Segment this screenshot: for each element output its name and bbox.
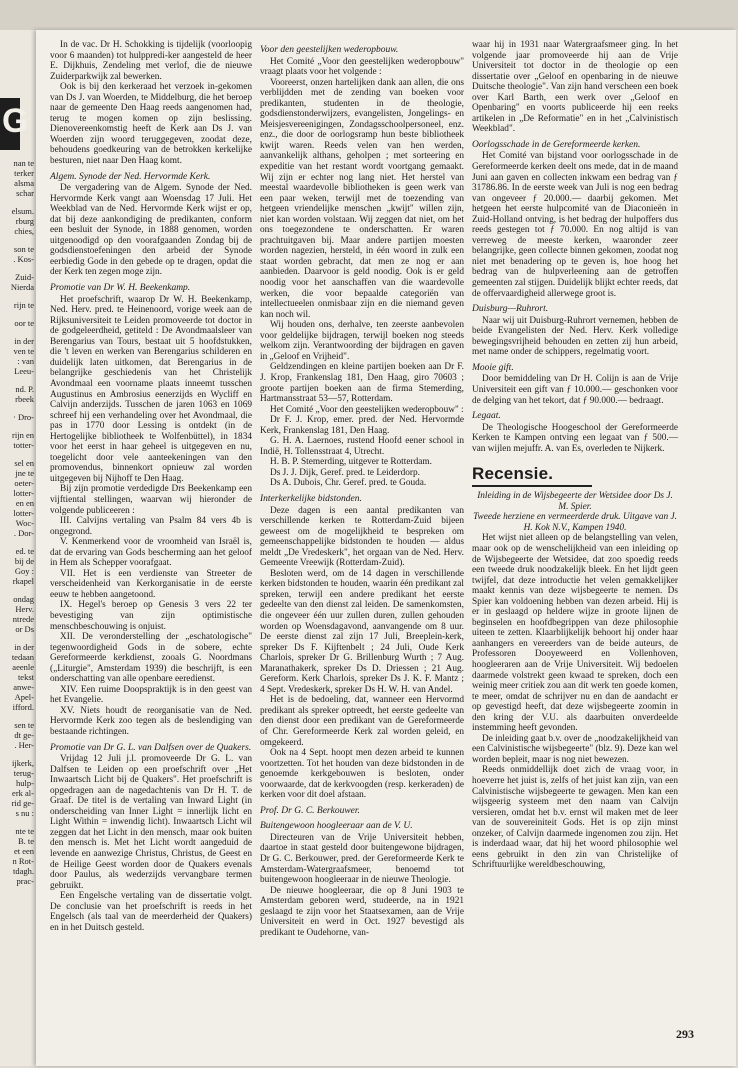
strip-fragment: prac- xyxy=(16,876,34,886)
strip-fragment: sel en xyxy=(14,458,34,468)
strip-fragment: terug- xyxy=(13,768,34,778)
strip-fragment: ifford. xyxy=(12,702,34,712)
paragraph: Vrijdag 12 Juli j.l. promoveerde Dr G. L. van Dalfsen te Leiden op een proefschrift over „Het Inwaartsch Licht bij de Quakers". Het proefschrift is opgedragen aan de nagedachtenis van Dr H. T. de Graaf. De titel is de vertaling van Inward Light (in onderscheiding van Inner Light = innerlijk licht en Light Within = inwendig licht). Inwaartsch Licht wil zeggen dat het Licht in den mensch, maar ook buiten den mensch is. Met het Licht wordt aangeduid de levende en aanwezige Christus, Christus, de Geest en de Heilige Geest worden door de Quakers evenals door Paulus, als wederzijds vervangbare termen gebruikt. xyxy=(50,754,252,891)
strip-fragment: nan te xyxy=(13,158,34,168)
strip-fragment: tekst xyxy=(17,672,34,682)
strip-fragment: . Her- xyxy=(14,740,34,750)
strip-fragment: oeter- xyxy=(14,478,34,488)
strip-fragment: et een xyxy=(13,846,34,856)
paragraph: Ook na 4 Sept. hoopt men dezen arbeid te kunnen voortzetten. Tot het houden van deze bidstonden in de genoemde kerkgebouwen is besloten, onder voorwaarde, dat de kerkvoogden (resp. kerkeraden) de kerken voor dit doel afstaan. xyxy=(260,748,464,801)
strip-fragment xyxy=(2,376,36,384)
newspaper-page xyxy=(36,30,736,1066)
column-3 xyxy=(472,40,678,871)
paragraph: Door bemiddeling van Dr H. Colijn is aan de Vrije Universiteit een gift van ƒ 10.000.— geschonken voor de delging van het tekort, dat ƒ 90.000.— bedraagt. xyxy=(472,374,678,406)
paragraph: III. Calvijns vertaling van Psalm 84 vers 4b is ongegrond. xyxy=(50,516,252,537)
previous-page-masthead: G xyxy=(0,98,20,150)
strip-fragment: Woc- xyxy=(15,518,34,528)
strip-fragment xyxy=(2,450,36,458)
strip-fragment xyxy=(2,310,36,318)
paragraph: Dr F. J. Krop, emer. pred. der Ned. Hervormde Kerk, Frankenslag 181, Den Haag. xyxy=(260,415,464,436)
paragraph: Bij zijn promotie verdedigde Drs Beekenkamp een vijftiental stellingen, waarvan wij hieronder de volgende publiceeren : xyxy=(50,484,252,516)
scan-top-edge xyxy=(0,0,738,30)
strip-fragment: hulp- xyxy=(16,778,34,788)
paragraph: VII. Het is een verdienste van Streeter de verscheidenheid van Kerkorganisatie in de eerste eeuw te hebben aangetoond. xyxy=(50,568,252,600)
paragraph: Het is de bedoeling, dat, wanneer een Hervormd predikant als spreker optreedt, het eerste gedeelte van den dienst door een predikant van de Gereformeerde of Chr. Gereformeerde Kerk zal worden geleid, en omgekeerd. xyxy=(260,695,464,748)
section-heading: Mooie gift. xyxy=(472,362,514,373)
strip-fragment: oor te xyxy=(14,318,34,328)
paragraph: Wij houden ons, derhalve, ten zeerste aanbevolen voor geldelijke bijdragen, terwijl boeken nog steeds welkom zijn. Verantwoording der bijdragen en gaven in „Geloof en Vrijheid". xyxy=(260,320,464,362)
strip-fragment: schar xyxy=(16,188,34,198)
strip-fragment: rbeek xyxy=(15,394,34,404)
paragraph: Een Engelsche vertaling van de dissertatie volgt. De conclusie van het proefschrift is reeds in het Engelsch (als taal van de meerderheid der Quakers) en in het Duitsch gesteld. xyxy=(50,891,252,933)
paragraph: V. Kenmerkend voor de vroomheid van Israël is, dat de ervaring van Gods bescherming aan het geloof in Hem als Schepper voorafgaat. xyxy=(50,537,252,569)
strip-fragment: lotter- xyxy=(13,488,34,498)
strip-fragment: lotter- xyxy=(13,508,34,518)
strip-fragment: s nu : xyxy=(15,808,34,818)
strip-fragment: Apel- xyxy=(14,692,34,702)
strip-fragment: Zuid- xyxy=(15,272,34,282)
strip-fragment xyxy=(2,328,36,336)
strip-fragment: rijn te xyxy=(13,300,34,310)
strip-fragment: totter- xyxy=(13,440,34,450)
strip-fragment: dt ge- xyxy=(14,730,34,740)
paragraph: In de vac. Dr H. Schokking is tijdelijk (voorloopig voor 6 maanden) tot hulppredi-ker aangesteld de heer E. Dijkhuis, Zendeling met verlof, die de nieuwe Zuiderparkwijk zal bewerken. xyxy=(50,40,252,82)
strip-fragment: Nierda xyxy=(10,282,34,292)
review-subtitle: Tweede herziene en vermeerderde druk. Uitgave van J. H. Kok N.V., Kampen 1940. xyxy=(473,512,677,533)
section-heading: Duisburg—Ruhrort. xyxy=(472,304,549,315)
strip-fragment: in der xyxy=(14,336,34,346)
strip-fragment xyxy=(2,236,36,244)
paragraph: Het Comité van bijstand voor oorlogsschade in de Gereformeerde kerken deelt ons mede, dat in de maand Juni aan gaven en collecten inkwam een bedrag van ƒ 31786.86. In de eerste week van Juli is nog een bedrag van ongeveer ƒ 20.000.— daarbij gekomen. Met hetgeen het eerste hulpcomité van de Diaconieën in Zuid-Holland ontving, is het bedrag der hulpoffers dus reeds gestegen tot ƒ 70.000. En nog altijd is van verreweg de meeste kerken, waaronder zeer belangrijke, geen collecte binnen gekomen, zoodat nog niet met benadering op te geven is, hoe hoog het bedrag van de hulpverleening aan de getroffen gemeenten zal stijgen. Duidelijk blijkt echter reeds, dat de offervaardigheid allerwege groot is. xyxy=(472,151,678,299)
strip-fragment: ntrede xyxy=(12,614,34,624)
column-2 xyxy=(260,40,464,938)
column-1 xyxy=(50,40,252,933)
strip-fragment: jne te xyxy=(15,468,34,478)
strip-fragment: rid ge- xyxy=(11,798,34,808)
previous-page-fragments xyxy=(2,158,36,886)
strip-fragment xyxy=(2,818,36,826)
section-heading: Voor den geestelijken wederopbouw. xyxy=(260,45,399,55)
strip-fragment: rburg xyxy=(15,216,34,226)
paragraph: Naar wij uit Duisburg-Ruhrort vernemen, hebben de beide Evangelisten der Ned. Herv. Kerk volledige bewegingsvrijheid behouden en zetten zij hun arbeid, met name onder de schippers, regelmatig voort. xyxy=(472,315,678,358)
strip-fragment: Leeu- xyxy=(14,366,34,376)
strip-fragment xyxy=(2,264,36,272)
paragraph: Geldzendingen en kleine partijen boeken aan Dr F. J. Krop, Frankenslag 181, Den Haag, giro 70603 ; groote partijen boeken aan de firma Stemerding, Hartmansstraat 53—57, Rotterdam. xyxy=(260,362,464,405)
strip-fragment: elsum. xyxy=(11,206,34,216)
strip-fragment: son te xyxy=(13,244,34,254)
strip-fragment: aeenle xyxy=(12,662,34,672)
strip-fragment: erk al- xyxy=(12,788,34,798)
strip-fragment: n Rot- xyxy=(12,856,34,866)
strip-fragment xyxy=(2,422,36,430)
paragraph: waar hij in 1931 naar Watergraafsmeer ging. In het volgende jaar promoveerde hij aan de Vrije Universiteit tot doctor in de theologie op een dissertatie over „Geloof en openbaring in de nieuwe Duitsche theologie". Van zijn hand verscheen een boek over Karl Barth, een werk over „Geloof en Openbaring" en voorts publiceerde hij een reeks artikelen in „De Reformatie" en in het „Calvinistisch Weekblad". xyxy=(472,40,678,135)
paragraph: Deze dagen is een aantal predikanten van verschillende kerken te Rotterdam-Zuid bijeen geweest om de mogelijkheid te bespreken om gemeenschappelijke bidstonden te houden — aldus meldt „De Vredeskerk", het orgaan van de Ned. Herv. Gemeente Vreewijk (Rotterdam-Zuid). xyxy=(260,505,464,569)
paragraph: XIV. Een ruime Doopspraktijk is in den geest van het Evangelie. xyxy=(50,684,252,706)
paragraph: XV. Niets houdt de reorganisatie van de Ned. Hervormde Kerk zoo tegen als de beslendiging van bestaande richtingen. xyxy=(50,705,252,737)
strip-fragment: nte te xyxy=(15,826,34,836)
strip-fragment xyxy=(2,538,36,546)
strip-fragment xyxy=(2,712,36,720)
strip-fragment xyxy=(2,750,36,758)
strip-fragment: ijkerk, xyxy=(12,758,34,768)
paragraph: Besloten werd, om de 14 dagen in verschillende kerken bidstonden te houden, waarin één predikant zal spreken, terwijl een andere predikant het eerste gedeelte van den dienst zal leiden. De samenkomsten, die ongeveer één uur zullen duren, zullen gehouden worden op Woensdagavond, aanvangende om 8 uur. De eerste dienst zal zijn 17 Juli, Breeplein-kerk, spreker Ds F. Kijftenbelt ; 24 Juli, Oude Kerk Charlois, spreker Dr G. Brillenburg Wurth ; 7 Aug. Maranathakerk, spreker Ds D. Driessen ; 21 Aug. Gereform. Kerk Charlois, spreker Ds J. K. F. Mantz ; 4 Sept. Vredeskerk, spreker Ds H. W. H. van Andel. xyxy=(260,568,464,695)
review-title-rule xyxy=(472,485,592,487)
section-heading: Promotie van Dr W. H. Beekenkamp. xyxy=(50,283,191,294)
strip-fragment: sen te xyxy=(14,720,34,730)
strip-fragment xyxy=(2,586,36,594)
section-heading: Interkerkelijke bidstonden. xyxy=(260,493,362,504)
strip-fragment: or Ds xyxy=(15,624,34,634)
strip-fragment: Herv. xyxy=(15,604,34,614)
paragraph: Directeuren van de Vrije Universiteit hebben, daartoe in staat gesteld door buitengewone bijdragen, Dr G. C. Berkouwer, pred. der Gereformeerde Kerk te Amsterdam-Watergraafsmeer, benoemd tot buitengewoon hoogleeraar in de nieuwe Theologie. xyxy=(260,832,464,886)
strip-fragment: nd. P. xyxy=(15,384,34,394)
strip-fragment xyxy=(2,292,36,300)
section-heading: Promotie van Dr G. L. van Dalfsen over de Quakers. xyxy=(50,742,252,753)
strip-fragment: . Kos- xyxy=(13,254,34,264)
page-number: 293 xyxy=(676,1027,694,1041)
paragraph: De nieuwe hoogleeraar, die op 8 Juni 1903 te Amsterdam geboren werd, studeerde, na in 1921 geslaagd te zijn voor het Staatsexamen, aan de Vrije Universiteit en werd in Oct. 1927 bevestigd als predikant te Oudehorne, van- xyxy=(260,885,464,938)
strip-fragment xyxy=(2,634,36,642)
paragraph: De inleiding gaat b.v. over de „noodzakelijkheid van een Calvinistische wijsbegeerte" (blz. 9). Deze kan wel worden bepleit, maar is nog niet bewezen. xyxy=(472,733,678,765)
strip-fragment: en en xyxy=(15,498,34,508)
paragraph: Ds A. Dubois, Chr. Geref. pred. te Gouda. xyxy=(270,478,427,489)
paragraph: Het proefschrift, waarop Dr W. H. Beekenkamp, Ned. Herv. pred. te Heinenoord, vorige week aan de Rijksuniversiteit te Leiden promoveerde tot doctor in de godgeleerdheid, getiteld : De Avondmaalsleer van Berengarius van Tours, bestaat uit 5 hoofdstukken, die 't leven en werken van Berengarius schilderen en duidelijk laten uitkomen, dat Berengarius in de belangrijke geschiedenis van het Christelijk Avondmaal een voorname plaats inneemt tusschen Augustinus en Ambrosius eenerzijds en Wycliff en Calvijn anderzijds. Tusschen de jaren 1063 en 1069 schreef hij een verhandeling over het Avondmaal, die pas in 1770 door Lessing is ontdekt (in de Hertogelijke bibliotheek te Wolfenbüttel), in 1834 voor het eerst in haar geheel is uitgegeven en nu, toegelicht door vele aanteekeningen van den promovendus, binnenkort opnieuw zal worden uitgegeven bij Nijhoff te Den Haag. xyxy=(50,294,252,484)
paragraph: Ook is bij den kerkeraad het verzoek in-gekomen van Ds J. van Woerden, te Middelburg, die het beroep naar de gemeente Den Haag reeds aangenomen had, terug te mogen komen op zijn beslissing. Dienovereenkomstig heeft de Kerk aan Ds J. van Woerden zijn woord teruggegeven, zoodat deze, behoudens goedkeuring van de betrokken kerkelijke besturen, niet naar Den Haag komt. xyxy=(50,82,252,167)
strip-fragment: in der xyxy=(14,642,34,652)
strip-fragment: ven te xyxy=(13,346,34,356)
section-heading: Legaat. xyxy=(472,411,501,422)
strip-fragment: : van xyxy=(17,356,34,366)
strip-fragment: ondag xyxy=(13,594,34,604)
strip-fragment: tdagh. xyxy=(12,866,34,876)
paragraph: G. H. A. Laernoes, rustend Hoofd eener school in Indië, H. Tollensstraat 4, Utrecht. xyxy=(260,436,464,457)
review-subtitle: Inleiding in de Wijsbegeerte der Wetsidee door Ds J. M. Spier. xyxy=(477,491,673,512)
strip-fragment: · Dro- xyxy=(12,412,34,422)
strip-fragment xyxy=(2,198,36,206)
paragraph: De Theologische Hoogeschool der Gereformeerde Kerken te Kampen ontving een legaat van ƒ 500.— van wijlen mejuffr. A. van Es, overleden te Nijkerk. xyxy=(472,422,678,454)
strip-fragment: anwe- xyxy=(13,682,34,692)
section-heading: Prof. Dr G. C. Berkouwer. xyxy=(260,805,360,816)
strip-fragment: B. te xyxy=(17,836,34,846)
strip-fragment: Goy : xyxy=(14,566,34,576)
strip-fragment xyxy=(2,404,36,412)
section-heading: Oorlogsschade in de Gereformeerde kerken. xyxy=(472,139,641,150)
review-title: Recensie. xyxy=(472,464,554,484)
strip-fragment: . Dor- xyxy=(13,528,34,538)
strip-fragment: rkapel xyxy=(12,576,34,586)
strip-fragment: ed. te xyxy=(15,546,34,556)
paragraph: Vooreerst, onzen hartelijken dank aan allen, die ons verblijdden met de zending van boeken voor predikanten, studenten in de theologie, godsdienstonderwijzers, evangelisten, Jongelings- en Meisjesvereenigingen, Zondagsschoolpersoneel, enz. enz., die door de oorlogsramp hun beste bibliotheek kwijt waren. Reeds velen van hen werden, aanvankelijk althans, geholpen ; met sorteering en expeditie van het restant wordt voortgang gemaakt. Wij zijn er echter nog lang niet. Het herstel van meestal waardevolle bibliotheken is geen werk van een paar weken, terwijl met de toezending van hetgeen vriendelijke menschen „kwijt" willen zijn, niet kan worden volstaan. Wij zeggen dat niet, om het ons toegezondene te onderschatten. Er waren prachtuitgaven bij. Maar andere partijen moesten worden nagezien, hersteld, in één woord in zulk een staat worden gebracht, dat men ze nog er aan aanbieden. Daarvoor is geld noodig. Ook is er geld noodig voor het aanschaffen van die waardevolle werken, die voor bepaalde categoriën van intellectueelen onmisbaar zijn en die niemand geven kan noch wil. xyxy=(260,77,464,320)
strip-fragment: tedaan xyxy=(11,652,34,662)
paragraph: Het wijst niet alleen op de belangstelling van velen, maar ook op de wenschelijkheid van een inleiding op de Wijsbegeerte der Wetsidee, dat zoo spoedig reeds een tweede druk noodzakelijk bleek. En het lijdt geen twijfel, dat deze introductie het velen gemakkelijker maakt kennis van deze wijsbegeerte te nemen. Ds Spier kan voldoening hebben van dezen arbeid. Hij is er in geslaagd op heldere wijze in groote lijnen de beginselen en hoofdbegrippen van deze philosophie uiteen te zetten. Klaarblijkelijk behoort hij onder haar aanhangers en vereerders van de beide auteurs, de Professoren Dooyeweerd en Vollenhoven, hoogleeraren aan de Vrije Universiteit. Wij bedoelen daarmede volstrekt geen kwaad te spreken, doch een weinig meer critiek zou aan dit werk ten goede komen, te meer, omdat de schrijver nu en dan de aandacht er op gevestigd heeft, dat deze wijsbegeerte zoomin in den kring der V.U. als daarbuiten onverdeelde instemming heeft gevonden. xyxy=(472,533,678,734)
paragraph: XII. De veronderstelling der „eschatologische" tegenwoordigheid Gods in de sobere, echte Gereformeerde kerkdienst, zooals G. Noordmans („Liturgie", Amsterdam 1939) die beschrijft, is een onderschatting van alle openbare eeredienst. xyxy=(50,632,252,685)
section-heading: Buitengewoon hoogleeraar aan de V. U. xyxy=(260,821,413,832)
strip-fragment: chies, xyxy=(14,226,34,236)
strip-fragment: terker xyxy=(14,168,34,178)
paragraph: Ds J. J. Dijk, Geref. pred. te Leiderdorp. xyxy=(270,467,420,478)
paragraph: IX. Hegel's beroep op Genesis 3 vers 22 ter bevestiging van zijn optimistische menschbeschouwing is onjuist. xyxy=(50,600,252,632)
paragraph: Reeds onmiddellijk doet zich de vraag voor, in hoeverre het juist is, zelfs of het juist kan zijn, van een Calvinistische wijsbegeerte te gewagen. Men kan een wijsgeerig systeem met den naam van Calvijn versieren, omdat het b.v. ernst wil maken met de leer van de souvereiniteit Gods. Het is op zijn minst onzeker, of Calvijn daarmede ingenomen zou zijn. Het is inderdaad waar, dat hij het woord philosophie wel eens gebruikt in den zin van Christelijke of Schriftuurlijke wereldbeschouwing, xyxy=(472,765,678,871)
paragraph: De vergadering van de Algem. Synode der Ned. Hervormde Kerk vangt aan Woensdag 17 Juli. Het Weekblad van de Ned. Hervormde Kerk wijst er op, dat bij deze aankondiging de predikanten, conform een besluit der Synode, in 1888 genomen, worden uitgenoodigd op den voorafgaanden Zondag bij de godsdienstoefeningen den arbeid der Synode eerbiedig Gode in den gebede op te dragen, opdat die der Kerk ten zegen moge zijn. xyxy=(50,183,252,278)
paragraph: H. B. P. Stemerding, uitgever te Rotterdam. xyxy=(270,457,432,468)
strip-fragment: rijn en xyxy=(12,430,34,440)
strip-fragment: bij de xyxy=(14,556,34,566)
paragraph: Het Comité „Voor den geestelijken wederopbouw" : xyxy=(270,404,464,415)
strip-fragment: alsma xyxy=(14,178,34,188)
previous-page-strip xyxy=(0,30,37,1066)
paragraph: Het Comité „Voor den geestelijken wederopbouw" vraagt plaats voor het volgende : xyxy=(260,56,464,78)
section-heading: Algem. Synode der Ned. Hervormde Kerk. xyxy=(50,171,211,182)
